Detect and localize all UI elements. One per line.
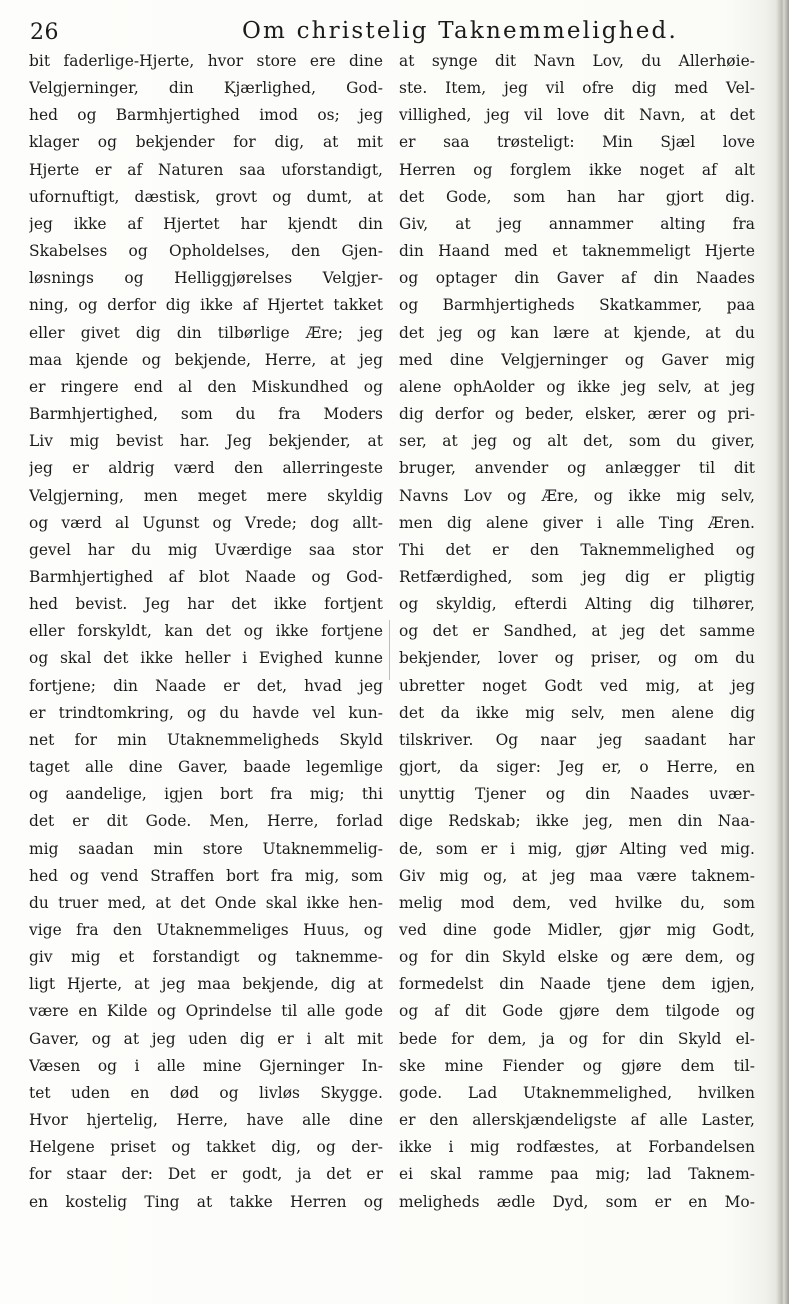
text-line: eller givet dig din tilbørlige Ære; jeg [29, 323, 383, 342]
text-line: det Gode, som han har gjort dig. [399, 187, 755, 206]
text-line: alene ophAolder og ikke jeg selv, at jeg [399, 377, 755, 396]
text-line: hed og Barmhjertighed imod os; jeg [29, 106, 383, 125]
text-line: Væsen og i alle mine Gjerninger In- [29, 1056, 383, 1075]
text-line: melig mod dem, ved hvilke du, som [399, 893, 755, 912]
text-line: ufornuftigt, dæstisk, grovt og dumt, at [29, 187, 383, 206]
text-line: villighed, jeg vil love dit Navn, at det [399, 106, 755, 125]
text-line: hed og vend Straffen bort fra mig, som [29, 866, 383, 885]
text-line: og af dit Gode gjøre dem tilgode og [399, 1002, 755, 1021]
right-text-column [399, 48, 755, 1216]
text-line: dige Redskab; ikke jeg, men din Naa- [399, 812, 755, 831]
text-line: men dig alene giver i alle Ting Æren. [399, 513, 755, 532]
text-line: Velgjerninger, din Kjærlighed, God- [29, 79, 383, 98]
text-line: bit faderlige-Hjerte, hvor store ere dine [29, 52, 383, 70]
text-line: ikke i mig rodfæstes, at Forbandelsen [399, 1138, 755, 1157]
column-divider [389, 620, 390, 680]
page-edge-shadow [776, 0, 789, 1304]
text-line: Barmhjertighed, som du fra Moders [29, 405, 383, 424]
text-line: jeg er aldrig værd den allerringeste [29, 459, 383, 478]
text-line: net for min Utaknemmeligheds Skyld [29, 730, 383, 749]
text-line: tet uden en død og livløs Skygge. [29, 1083, 383, 1102]
text-line: gode. Lad Utaknemmelighed, hvilken [399, 1083, 755, 1102]
text-line: og Barmhjertigheds Skatkammer, paa [399, 296, 755, 315]
text-line: Hvor hjertelig, Herre, have alle dine [29, 1111, 383, 1130]
text-line: bekjender, lover og priser, og om du [399, 649, 755, 668]
text-line: med dine Velgjerninger og Gaver mig [399, 350, 755, 369]
text-line: det er dit Gode. Men, Herre, forlad [29, 812, 383, 831]
text-line: giv mig et forstandigt og taknemme- [29, 948, 383, 967]
text-line: tilskriver. Og naar jeg saadant har [399, 730, 755, 749]
text-line: gjort, da siger: Jeg er, o Herre, en [399, 758, 755, 777]
text-line: Barmhjertighed af blot Naade og God- [29, 567, 383, 586]
running-title: Om christelig Taknemmelighed. [242, 18, 678, 44]
text-line: det da ikke mig selv, men alene dig [399, 703, 755, 722]
text-line: meligheds ædle Dyd, som er en Mo- [399, 1192, 755, 1211]
text-line: løsnings og Helliggjørelses Velgjer- [29, 269, 383, 288]
text-line: ubretter noget Godt ved mig, at jeg [399, 676, 755, 695]
text-line: og skyldig, efterdi Alting dig tilhører, [399, 595, 755, 614]
text-line: Giv mig og, at jeg maa være taknem- [399, 866, 755, 885]
text-line: formedelst din Naade tjene dem igjen, [399, 975, 755, 994]
text-line: din Haand med et taknemmeligt Hjerte [399, 242, 755, 261]
text-line: ser, at jeg og alt det, som du giver, [399, 432, 755, 451]
text-line: Skabelses og Opholdelses, den Gjen- [29, 242, 383, 261]
text-line: er trindtomkring, og du havde vel kun- [29, 703, 383, 722]
text-line: Retfærdighed, som jeg dig er pligtig [399, 567, 755, 586]
text-line: og optager din Gaver af din Naades [399, 269, 755, 288]
text-line: Thi det er den Taknemmelighed og [399, 540, 755, 559]
text-line: ligt Hjerte, at jeg maa bekjende, dig at [29, 975, 383, 994]
text-line: klager og bekjender for dig, at mit [29, 133, 383, 152]
text-line: ei skal ramme paa mig; lad Taknem- [399, 1165, 755, 1184]
text-line: Herren og forglem ikke noget af alt [399, 160, 755, 179]
text-line: maa kjende og bekjende, Herre, at jeg [29, 350, 383, 369]
text-line: fortjene; din Naade er det, hvad jeg [29, 676, 383, 695]
text-line: og for din Skyld elske og ære dem, og [399, 948, 755, 967]
text-line: det jeg og kan lære at kjende, at du [399, 323, 755, 342]
text-line: Gaver, og at jeg uden dig er i alt mit [29, 1029, 383, 1048]
text-line: ning, og derfor dig ikke af Hjertet takket [29, 296, 383, 315]
text-line: ste. Item, jeg vil ofre dig med Vel- [399, 79, 755, 98]
text-line: er ringere end al den Miskundhed og [29, 377, 383, 396]
text-line: Giv, at jeg annammer alting fra [399, 214, 755, 233]
text-line: og værd al Ugunst og Vrede; dog allt- [29, 513, 383, 532]
text-line: Helgene priset og takket dig, og der- [29, 1138, 383, 1157]
text-line: bede for dem, ja og for din Skyld el- [399, 1029, 755, 1048]
text-line: er den allerskjændeligste af alle Laster, [399, 1111, 755, 1130]
text-line: du truer med, at det Onde skal ikke hen- [29, 893, 383, 912]
text-line: og aandelige, igjen bort fra mig; thi [29, 785, 383, 804]
text-line: Navns Lov og Ære, og ikke mig selv, [399, 486, 755, 505]
text-line: dig derfor og beder, elsker, ærer og pri- [399, 405, 755, 424]
text-line: hed bevist. Jeg har det ikke fortjent [29, 595, 383, 614]
text-line: mig saadan min store Utaknemmelig- [29, 839, 383, 858]
text-line: jeg ikke af Hjertet har kjendt din [29, 214, 383, 233]
text-line: unyttig Tjener og din Naades uvær- [399, 785, 755, 804]
text-line: for staar der: Det er godt, ja det er [29, 1165, 383, 1184]
left-text-column [29, 48, 383, 1216]
text-line: Liv mig bevist har. Jeg bekjender, at [29, 432, 383, 451]
text-line: gevel har du mig Uværdige saa stor [29, 540, 383, 559]
text-line: eller forskyldt, kan det og ikke fortjene [29, 622, 383, 641]
text-line: Hjerte er af Naturen saa uforstandigt, [29, 160, 383, 179]
text-line: ved dine gode Midler, gjør mig Godt, [399, 921, 755, 939]
text-line: bruger, anvender og anlægger til dit [399, 459, 755, 478]
text-line: være en Kilde og Oprindelse til alle gode [29, 1002, 383, 1021]
text-line: en kostelig Ting at takke Herren og [29, 1192, 383, 1211]
text-line: de, som er i mig, gjør Alting ved mig. [399, 839, 755, 858]
text-line: taget alle dine Gaver, baade legemlige [29, 758, 383, 777]
text-line: vige fra den Utaknemmeliges Huus, og [29, 921, 383, 939]
page-number: 26 [30, 20, 59, 45]
text-line: og skal det ikke heller i Evighed kunne [29, 649, 383, 668]
text-line: og det er Sandhed, at jeg det samme [399, 622, 755, 641]
text-line: er saa trøsteligt: Min Sjæl love [399, 133, 755, 152]
text-line: ske mine Fiender og gjøre dem til- [399, 1056, 755, 1075]
text-line: Velgjerning, men meget mere skyldig [29, 486, 383, 505]
text-line: at synge dit Navn Lov, du Allerhøie- [399, 52, 755, 70]
